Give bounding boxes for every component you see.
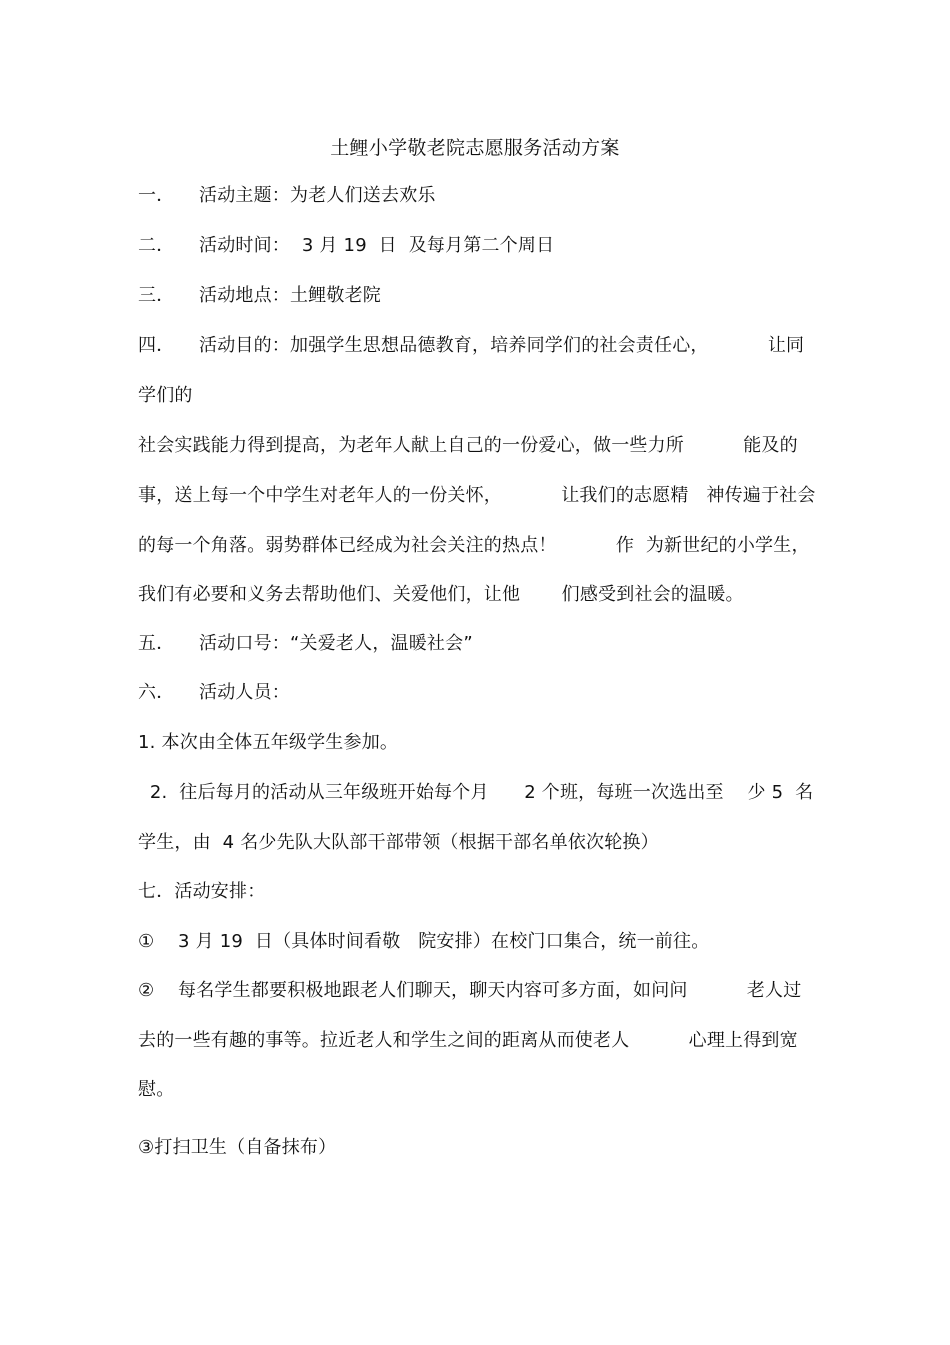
- people-item: 1. 本次由全体五年级学生参加。: [138, 732, 399, 753]
- section-slogan: [138, 632, 473, 656]
- arrangement-heading: 七．活动安排：: [138, 881, 266, 902]
- section-location: [138, 284, 381, 308]
- people-item: 学生，由 4 名少先队大队部干部带领（根据干部名单依次轮换）: [138, 832, 659, 853]
- section-number: 五．: [138, 633, 175, 654]
- arrangement-item: 慰。: [138, 1079, 175, 1100]
- purpose-line: 社会实践能力得到提高，为老年人献上自己的一份爱心，做一些力所 能及的: [138, 435, 798, 456]
- purpose-line: 的每一个角落。弱势群体已经成为社会关注的热点！ 作 为新世纪的小学生，: [138, 535, 810, 556]
- document-title: 土鲤小学敬老院志愿服务活动方案: [330, 137, 620, 159]
- section-text: 活动人员：: [199, 682, 290, 703]
- section-number: 二．: [138, 235, 175, 256]
- section-text: 活动时间： 3 月 19 日 及每月第二个周日: [199, 235, 555, 256]
- section-number: 四．: [138, 335, 175, 356]
- purpose-line: 事，送上每一个中学生对老年人的一份关怀， 让我们的志愿精 神传遍于社会: [138, 485, 816, 506]
- section-people: [138, 681, 290, 705]
- purpose-line: 学们的: [138, 385, 193, 406]
- section-number: 三．: [138, 285, 175, 306]
- arrangement-item: ② 每名学生都要积极地跟老人们聊天，聊天内容可多方面，如问问 老人过: [138, 980, 802, 1001]
- purpose-line: 我们有必要和义务去帮助他们、关爱他们，让他 们感受到社会的温暖。: [138, 584, 744, 605]
- section-number: 六．: [138, 682, 175, 703]
- section-text: 活动地点：土鲤敬老院: [199, 285, 381, 306]
- section-text: 活动口号：“关爱老人，温暖社会”: [199, 633, 473, 654]
- arrangement-item: ① 3 月 19 日（具体时间看敬 院安排）在校门口集合，统一前往。: [138, 931, 710, 952]
- section-theme: [138, 184, 436, 208]
- section-text: 活动主题：为老人们送去欢乐: [199, 185, 436, 206]
- section-number: 一．: [138, 185, 175, 206]
- section-time: [138, 234, 554, 258]
- arrangement-item: 去的一些有趣的事等。拉近老人和学生之间的距离从而使老人 心理上得到宽: [138, 1030, 798, 1051]
- section-purpose: [138, 334, 804, 358]
- arrangement-item: ③打扫卫生（自备抹布）: [138, 1137, 337, 1158]
- section-text: 活动目的：加强学生思想品德教育，培养同学们的社会责任心， 让同: [199, 335, 805, 356]
- people-item: 2. 往后每月的活动从三年级班开始每个月 2 个班，每班一次选出至 少 5 名: [138, 782, 814, 803]
